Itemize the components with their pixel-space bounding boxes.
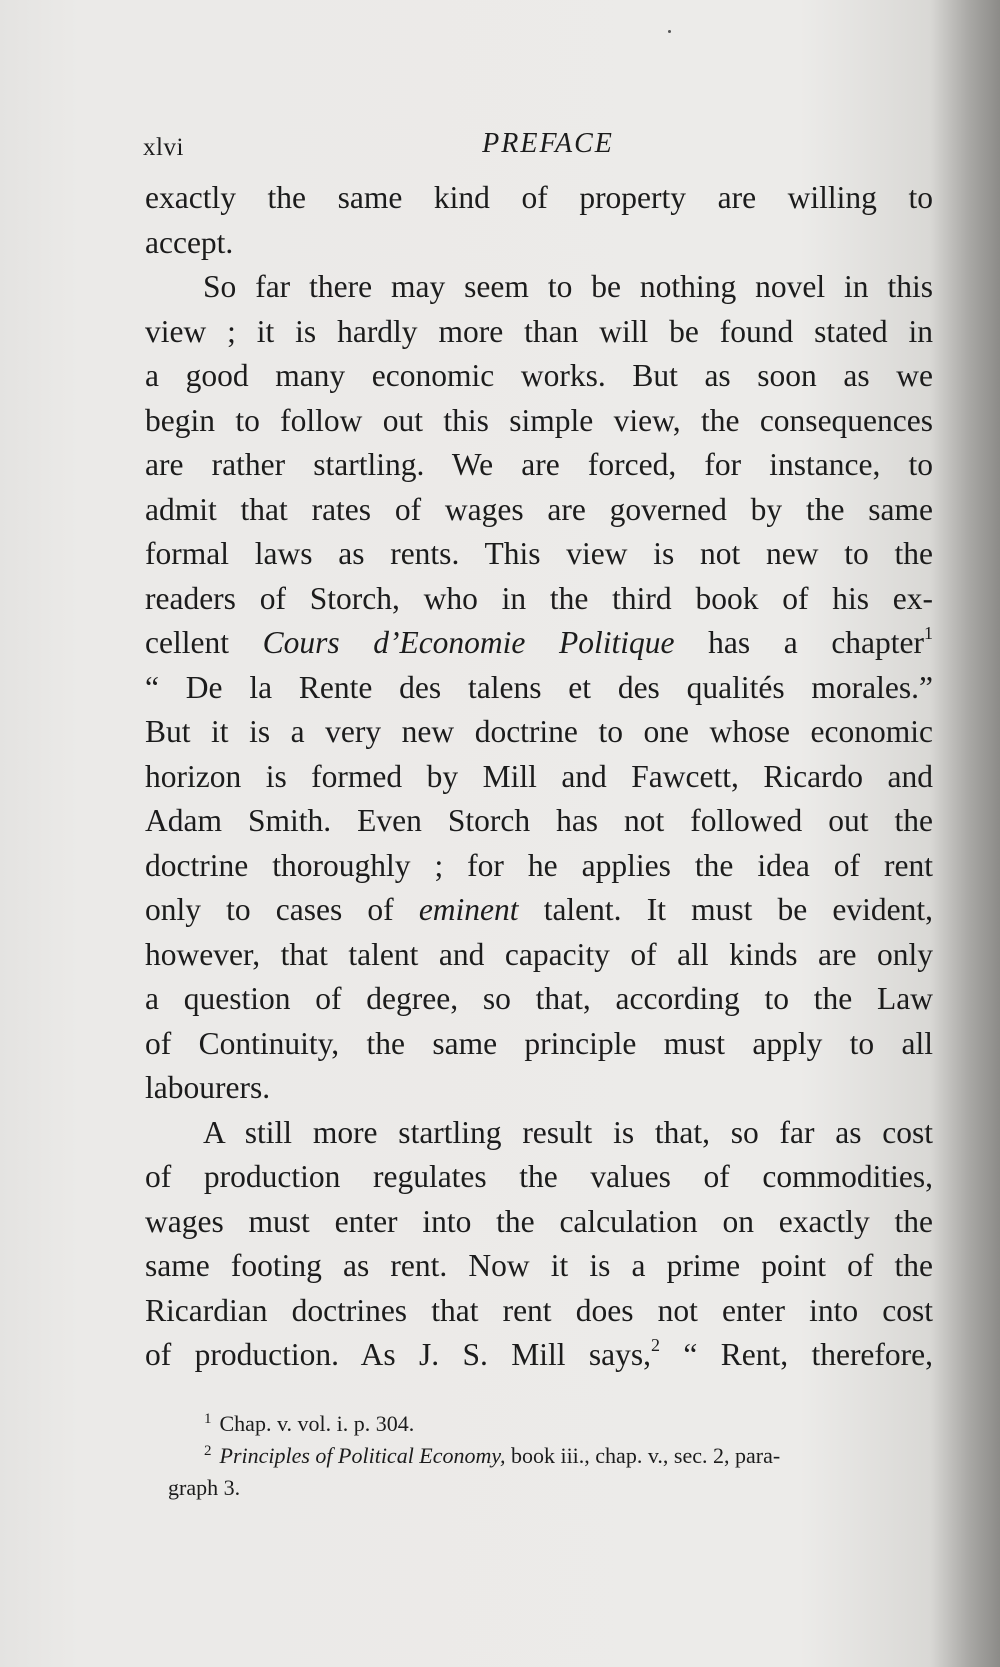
- footnote-book-title: Principles of Political Economy,: [219, 1443, 506, 1468]
- emphasis: eminent: [418, 892, 519, 927]
- footnote-ref: 2: [651, 1335, 660, 1355]
- text-line: A still more startling result is that, so far as cost: [203, 1114, 933, 1150]
- text-line: [145, 621, 933, 666]
- body-text: [145, 176, 933, 1378]
- text-line: a good many economic works. But as soon as we: [145, 358, 933, 393]
- footnote: [168, 1408, 948, 1440]
- text-line: So far there may seem to be nothing novel in this: [203, 269, 933, 304]
- footnote-text: Chap. v. vol. i. p. 304.: [219, 1411, 415, 1436]
- running-head: PREFACE: [482, 128, 614, 159]
- text-segment: only to cases of: [145, 892, 419, 927]
- text-line: formal laws as rents. This view is not new to the: [145, 536, 933, 571]
- text-line: Adam Smith. Even Storch has not followed out the: [145, 803, 933, 838]
- text-line: however, that talent and capacity of all kinds are only: [145, 936, 933, 972]
- text-line: labourers.: [145, 1070, 271, 1105]
- text-segment: cellent: [145, 625, 263, 660]
- text-segment: talent. It must be evident,: [518, 892, 933, 927]
- text-line: “ De la Rente des talens et des qualités morales.”: [145, 669, 933, 705]
- text-line: But it is a very new doctrine to one whose economic: [145, 714, 933, 749]
- text-line: wages must enter into the calculation on exactly the: [145, 1203, 933, 1239]
- footnote-number: 1: [204, 1411, 212, 1427]
- text-line: of Continuity, the same principle must apply to all: [145, 1025, 933, 1061]
- text-line: of production regulates the values of commodities,: [145, 1159, 933, 1194]
- text-line: accept.: [145, 224, 234, 260]
- text-segment: has a chapter: [674, 625, 925, 660]
- footnote-number: 2: [204, 1443, 212, 1459]
- text-line: exactly the same kind of property are willing to: [145, 180, 933, 215]
- footnote: [168, 1440, 948, 1472]
- text-line: horizon is formed by Mill and Fawcett, Ricardo and: [145, 758, 933, 794]
- page-header: [143, 128, 913, 168]
- text-line: view ; it is hardly more than will be found stated in: [145, 313, 933, 349]
- text-segment: of production. As J. S. Mill says,: [145, 1337, 651, 1372]
- text-line: readers of Storch, who in the third book of his ex-: [145, 580, 933, 616]
- footnotes: [168, 1408, 948, 1504]
- footnote-continuation: graph 3.: [168, 1475, 241, 1500]
- footnote-text: book iii., chap. v., sec. 2, para-: [505, 1443, 781, 1468]
- book-title: Cours d’Economie Politique: [262, 625, 675, 660]
- page-number: xlvi: [143, 134, 184, 161]
- text-line: Ricardian doctrines that rent does not enter into cost: [145, 1292, 933, 1328]
- text-line: [145, 1333, 933, 1378]
- text-line: begin to follow out this simple view, the consequences: [145, 402, 933, 438]
- text-line: a question of degree, so that, according to the Law: [145, 981, 933, 1016]
- text-line: doctrine thoroughly ; for he applies the idea of rent: [145, 847, 933, 883]
- text-line: [145, 888, 933, 933]
- paper-speck: [668, 30, 671, 33]
- text-line: same footing as rent. Now it is a prime point of the: [145, 1248, 933, 1283]
- footnote-ref: 1: [924, 623, 934, 643]
- text-line: admit that rates of wages are governed by the same: [145, 491, 933, 527]
- text-segment: “ Rent, therefore,: [660, 1337, 933, 1372]
- text-line: are rather startling. We are forced, for instance, to: [145, 447, 933, 482]
